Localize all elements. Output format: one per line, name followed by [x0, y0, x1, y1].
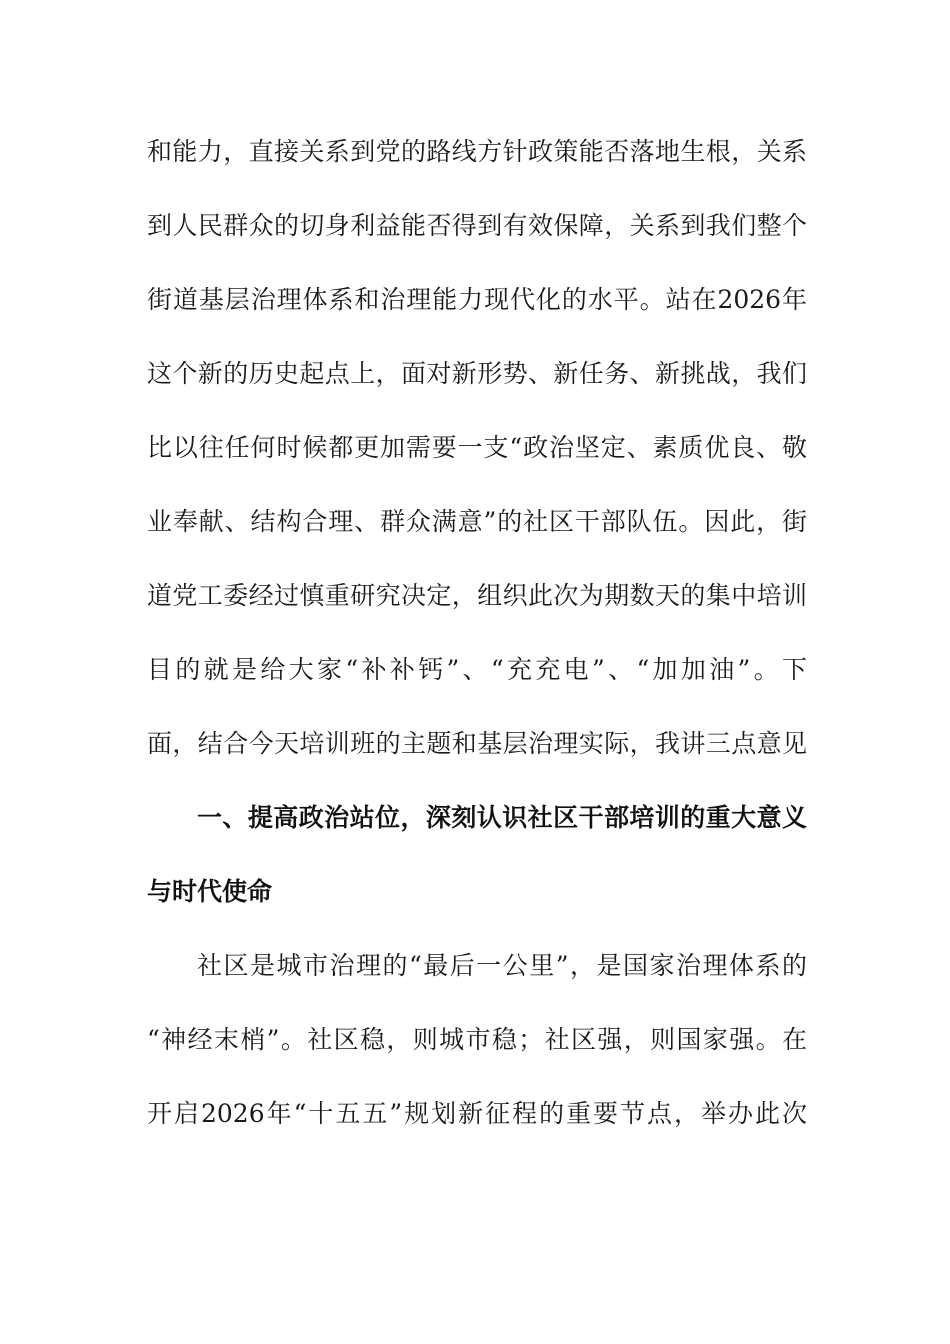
body-text-line: 社区是城市治理的“最后一公里”，是国家治理体系的 — [197, 951, 807, 980]
body-text-line: 街道基层治理体系和治理能力现代化的水平。站在2026年 — [147, 285, 807, 314]
body-text-line: 业奉献、结构合理、群众满意”的社区干部队伍。因此，街 — [147, 507, 807, 536]
body-text-line: 面，结合今天培训班的主题和基层治理实际，我讲三点意见 — [147, 729, 807, 758]
body-text-line: 这个新的历史起点上，面对新形势、新任务、新挑战，我们 — [147, 359, 807, 388]
body-text-line: 比以往任何时候都更加需要一支“政治坚定、素质优良、敬 — [147, 433, 807, 462]
section-heading-line: 与时代使命 — [147, 877, 273, 906]
body-text-line: 到人民群众的切身利益能否得到有效保障，关系到我们整个 — [147, 211, 807, 240]
section-heading-line: 一、提高政治站位，深刻认识社区干部培训的重大意义 — [197, 803, 807, 832]
body-text-line: 和能力，直接关系到党的路线方针政策能否落地生根，关系 — [147, 137, 807, 166]
body-text-line: 道党工委经过慎重研究决定，组织此次为期数天的集中培训 — [147, 581, 807, 610]
body-text-line: 目的就是给大家“补补钙”、“充充电”、“加加油”。下 — [147, 655, 807, 684]
body-text-line: 开启2026年“十五五”规划新征程的重要节点，举办此次 — [147, 1099, 807, 1128]
body-text-line: “神经末梢”。社区稳，则城市稳；社区强，则国家强。在 — [147, 1025, 807, 1054]
